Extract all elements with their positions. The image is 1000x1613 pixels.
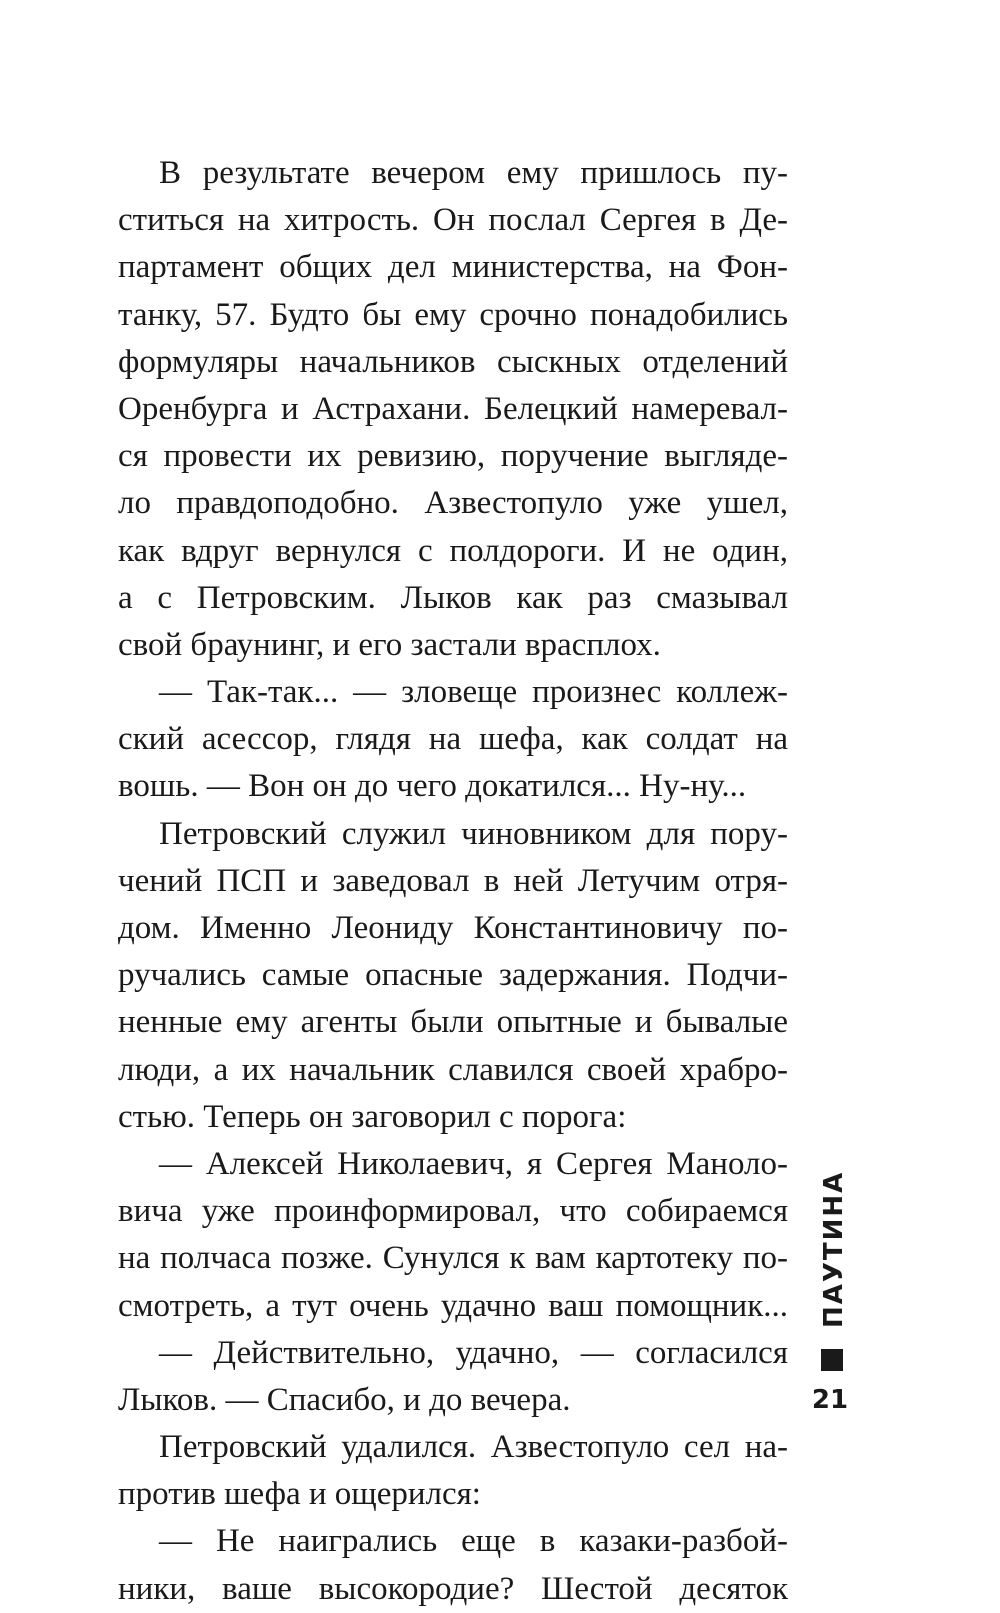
text-line: — Действительно, удачно, — согласился	[159, 1334, 788, 1371]
text-line: танку, 57. Будто бы ему срочно понадобились	[118, 296, 788, 333]
text-line: смотреть, а тут очень удачно ваш помощник...	[118, 1287, 788, 1324]
text-line: ся провести их ревизию, поручение выгляде-	[118, 438, 788, 475]
text-line: партамент общих дел министерства, на Фон-	[118, 249, 788, 286]
page-number: 21	[811, 1385, 849, 1415]
text-line: ручались самые опасные задержания. Подчи-	[118, 957, 788, 994]
text-line: ненные ему агенты были опытные и бывалые	[118, 1004, 788, 1041]
text-line: В результате вечером ему пришлось пу-	[159, 155, 788, 191]
running-head-title: ПАУТИНА	[819, 1170, 849, 1328]
text-line: ститься на хитрость. Он послал Сергея в Де-	[118, 202, 788, 239]
text-line: против шефа и ощерился:	[118, 1476, 481, 1513]
text-line: Лыков. — Спасибо, и до вечера.	[118, 1381, 571, 1418]
text-line: вошь. — Вон он до чего докатился... Ну-ну...	[118, 768, 747, 805]
running-head	[812, 1170, 852, 1396]
text-line: Петровский удалился. Азвестопуло сел на-	[159, 1429, 788, 1466]
text-line: Оренбурга и Астрахани. Белецкий намеревал-	[118, 390, 788, 427]
text-line: — Алексей Николаевич, я Сергея Маноло-	[159, 1145, 788, 1182]
text-line: — Так-так... — зловеще произнес коллеж-	[159, 674, 788, 711]
text-line: свой браунинг, и его застали врасплох.	[118, 626, 661, 663]
text-line: как вдруг вернулся с полдороги. И не один,	[118, 532, 788, 569]
text-line: стью. Теперь он заговорил с порога:	[118, 1098, 627, 1135]
text-line: дом. Именно Леониду Константиновичу по-	[118, 910, 788, 946]
text-line: на полчаса позже. Сунулся к вам картотеку по-	[118, 1240, 788, 1277]
text-line: формуляры начальников сыскных отделений	[118, 343, 788, 380]
text-line: ники, ваше высокородие? Шестой десяток	[118, 1570, 788, 1607]
text-line: ский асессор, глядя на шефа, как солдат на	[118, 721, 788, 758]
text-line: чений ПСП и заведовал в ней Летучим отря-	[118, 862, 788, 899]
body-text	[118, 150, 788, 1613]
text-line: Петровский служил чиновником для пору-	[159, 815, 788, 852]
text-line: люди, а их начальник славился своей храбро-	[118, 1051, 788, 1088]
text-line: а с Петровским. Лыков как раз смазывал	[118, 579, 788, 616]
text-line: — Не наигрались еще в казаки-разбой-	[159, 1523, 788, 1560]
square-icon	[821, 1349, 843, 1371]
text-line: вича уже проинформировал, что собираемся	[118, 1193, 788, 1230]
text-line: ло правдоподобно. Азвестопуло уже ушел,	[118, 485, 788, 522]
